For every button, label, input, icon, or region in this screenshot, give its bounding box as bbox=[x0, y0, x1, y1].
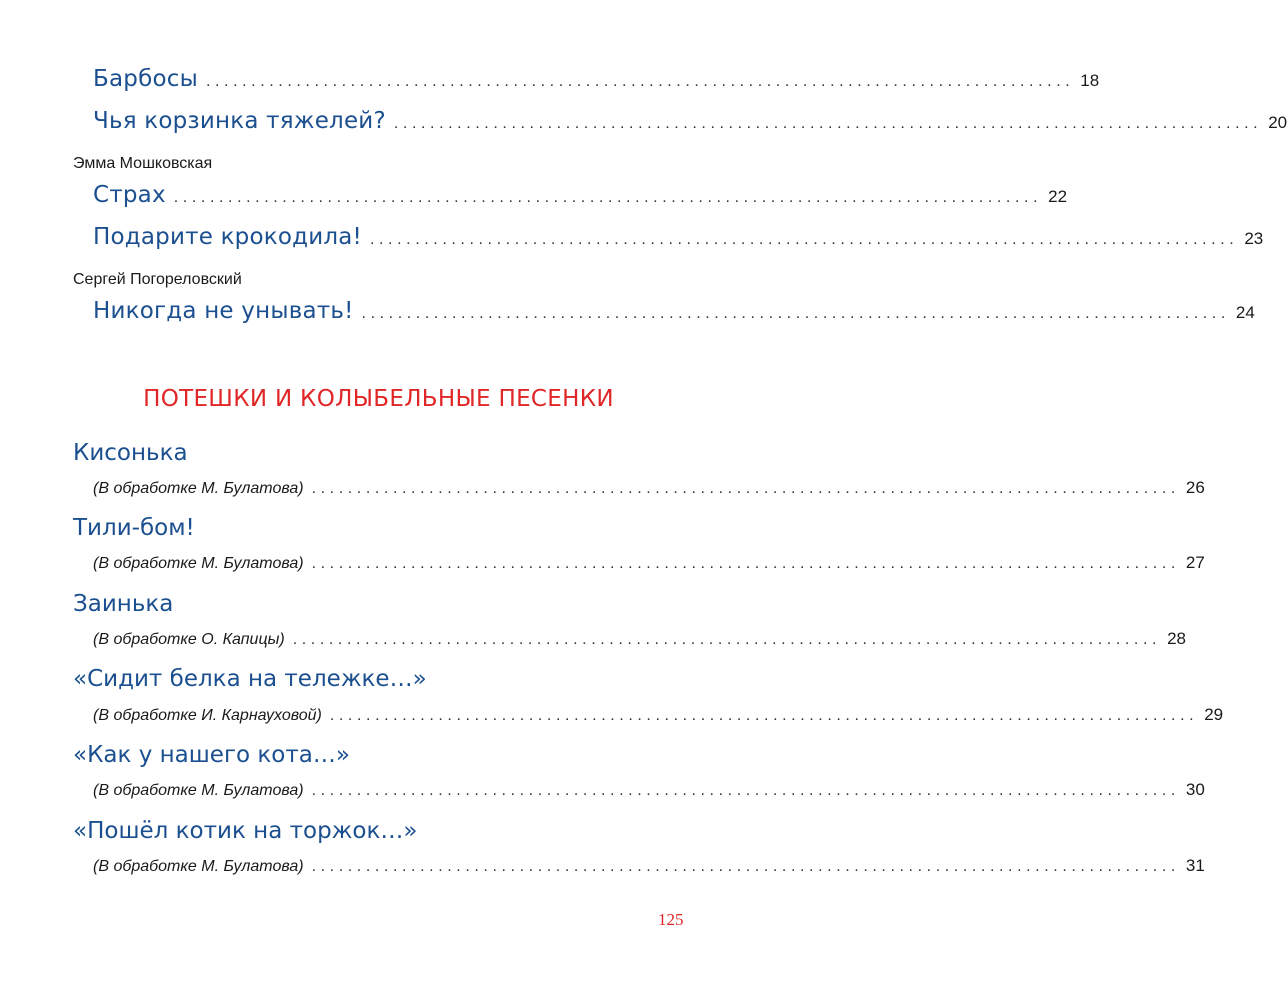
entry-title: Чья корзинка тяжелей? bbox=[93, 108, 386, 134]
entry-page-number: 29 bbox=[1204, 705, 1224, 724]
dot-leader: ................................................................................................ bbox=[329, 707, 1199, 724]
entry-credit: (В обработке М. Булатова) bbox=[93, 480, 304, 497]
entry-page-number: 28 bbox=[1167, 629, 1186, 648]
entry-title: Никогда не унывать! bbox=[93, 298, 354, 324]
entry-page-number: 31 bbox=[1185, 856, 1205, 875]
entry-credit: (В обработке И. Карнауховой) bbox=[93, 707, 322, 724]
toc-entry bbox=[93, 705, 1224, 725]
entry-credit: (В обработке М. Булатова) bbox=[93, 858, 304, 875]
dot-leader: ................................................................................................ bbox=[311, 782, 1180, 799]
entry-credit: (В обработке М. Булатова) bbox=[93, 555, 304, 572]
entry-page-number: 27 bbox=[1185, 553, 1205, 572]
dot-leader: ................................................................................................ bbox=[292, 631, 1162, 648]
toc-entry bbox=[93, 224, 1264, 250]
toc-entry bbox=[93, 553, 1205, 573]
dot-leader: ................................................................................................ bbox=[361, 305, 1230, 322]
entry-title: Заинька bbox=[73, 591, 174, 617]
entry-page-number: 30 bbox=[1185, 780, 1205, 799]
entry-title: «Как у нашего кота…» bbox=[73, 742, 350, 768]
entry-page-number: 26 bbox=[1185, 478, 1205, 497]
author-name: Эмма Мошковская bbox=[73, 155, 213, 172]
toc-entry bbox=[93, 629, 1186, 649]
entry-title: Барбосы bbox=[93, 66, 198, 92]
toc-entry bbox=[93, 856, 1205, 876]
dot-leader: ................................................................................................ bbox=[311, 858, 1180, 875]
entry-page-number: 22 bbox=[1048, 187, 1068, 206]
section-heading: ПОТЕШКИ И КОЛЫБЕЛЬНЫЕ ПЕСЕНКИ bbox=[143, 386, 614, 412]
toc-entry bbox=[93, 182, 1068, 208]
toc-entry bbox=[93, 780, 1205, 800]
toc-entry bbox=[93, 66, 1100, 92]
entry-title: Страх bbox=[93, 182, 166, 208]
entry-credit: (В обработке О. Капицы) bbox=[93, 631, 285, 648]
author-name: Сергей Погореловский bbox=[73, 271, 242, 288]
entry-credit: (В обработке М. Булатова) bbox=[93, 782, 304, 799]
dot-leader: ................................................................................................ bbox=[311, 480, 1180, 497]
entry-page-number: 20 bbox=[1268, 113, 1287, 132]
dot-leader: ................................................................................................ bbox=[393, 115, 1263, 132]
dot-leader: ................................................................................................ bbox=[311, 555, 1180, 572]
toc-entry bbox=[93, 108, 1287, 134]
dot-leader: ................................................................................................ bbox=[205, 73, 1075, 90]
entry-title: «Пошёл котик на торжок…» bbox=[73, 818, 418, 844]
entry-page-number: 18 bbox=[1080, 71, 1100, 90]
entry-title: Тили-бом! bbox=[73, 515, 195, 541]
toc-entry bbox=[93, 478, 1205, 498]
entry-page-number: 24 bbox=[1235, 303, 1255, 322]
dot-leader: ................................................................................................ bbox=[173, 189, 1043, 206]
dot-leader: ................................................................................................ bbox=[369, 231, 1239, 248]
entry-title: Кисонька bbox=[73, 440, 188, 466]
book-page-number: 125 bbox=[658, 910, 684, 929]
entry-title: «Сидит белка на тележке…» bbox=[73, 666, 427, 692]
entry-page-number: 23 bbox=[1244, 229, 1264, 248]
entry-title: Подарите крокодила! bbox=[93, 224, 362, 250]
toc-entry bbox=[93, 298, 1255, 324]
